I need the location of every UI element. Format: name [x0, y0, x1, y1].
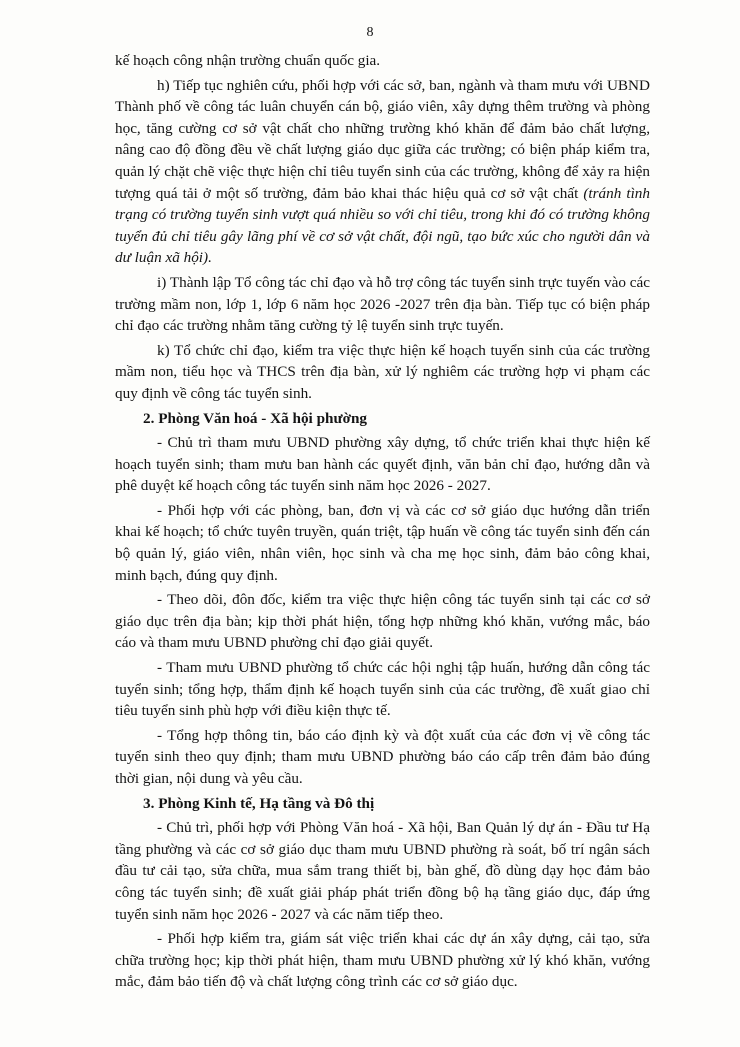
paragraph-i: i) Thành lập Tổ công tác chỉ đạo và hỗ trợ công tác tuyển sinh trực tuyến vào các trường mầm non, lớp 1, lớp 6 năm học 2026 -2027 trên địa bàn. Tiếp tục có biện pháp chỉ đạo các trường nhằm tăng cường tỷ lệ tuyển sinh trực tuyến. — [115, 273, 650, 335]
paragraph-h-text: h) Tiếp tục nghiên cứu, phối hợp với các sở, ban, ngành và tham mưu với UBND Thành phố về công tác luân chuyển cán bộ, giáo viên, xây dựng thêm trường và phòng học, tăng cường cơ sở vật chất cho những trường khó khăn để đảm bảo chất lượng, nâng cao độ đồng đều về chất lượng giáo dục giữa các trường; có biện pháp kiểm tra, quản lý chặt chẽ việc thực hiện chỉ tiêu tuyển sinh của các trường, không để xảy ra hiện tượng quá tải ở một số trường, đảm bảo khai thác hiệu quả cơ sở vật chất — [115, 76, 650, 202]
section-2-item: - Phối hợp với các phòng, ban, đơn vị và các cơ sở giáo dục hướng dẫn triển khai kế hoạch; tổ chức tuyên truyền, quán triệt, tập huấn về công tác tuyển sinh đến cán bộ quản lý, giáo viên, nhân viên, học sinh và cha mẹ học sinh, đảm bảo công khai, minh bạch, đúng quy định. — [115, 501, 650, 584]
section-2-item: - Chủ trì tham mưu UBND phường xây dựng, tổ chức triển khai thực hiện kế hoạch tuyển sinh; tham mưu ban hành các quyết định, văn bản chỉ đạo, hướng dẫn và phê duyệt kế hoạch công tác tuyển sinh năm học 2026 - 2027. — [115, 434, 650, 495]
section-3-heading: 3. Phòng Kinh tế, Hạ tầng và Đô thị — [143, 794, 375, 812]
paragraph-h-italic: (tránh tình trạng có trường tuyển sinh vượt quá nhiều so với chỉ tiêu, trong khi đó có trường không tuyển đủ chỉ tiêu gây lãng phí về cơ sở vật chất, đội ngũ, tạo bức xúc cho người dân và dư luận xã hội). — [115, 184, 650, 267]
section-3-item: - Chủ trì, phối hợp với Phòng Văn hoá - Xã hội, Ban Quản lý dự án - Đầu tư Hạ tầng phường và các cơ sở giáo dục tham mưu UBND phường rà soát, bố trí ngân sách đầu tư cải tạo, sửa chữa, mua sắm trang thiết bị, bàn ghế, đồ dùng dạy học đảm bảo công tác tuyển sinh; đề xuất giải pháp phát triển đồng bộ hạ tầng giáo dục, đáp ứng tuyển sinh năm học 2026 - 2027 và các năm tiếp theo. — [115, 819, 650, 923]
paragraph-h — [115, 75, 650, 269]
paragraph-continuation: kế hoạch công nhận trường chuẩn quốc gia. — [115, 52, 381, 69]
section-2-item: - Tham mưu UBND phường tổ chức các hội nghị tập huấn, hướng dẫn công tác tuyển sinh; tổng hợp, thẩm định kế hoạch tuyển sinh của các trường, đề xuất giao chỉ tiêu tuyển sinh phù hợp với điều kiện thực tế. — [115, 659, 650, 720]
section-3-item: - Phối hợp kiểm tra, giám sát việc triển khai các dự án xây dựng, cải tạo, sửa chữa trường học; kịp thời phát hiện, tham mưu UBND phường xử lý khó khăn, vướng mắc, đảm bảo tiến độ và chất lượng công trình các cơ sở giáo dục. — [115, 930, 650, 991]
section-2-item: - Theo dõi, đôn đốc, kiểm tra việc thực hiện công tác tuyển sinh tại các cơ sở giáo dục trên địa bàn; kịp thời phát hiện, tổng hợp những khó khăn, vướng mắc, báo cáo và tham mưu UBND phường chỉ đạo giải quyết. — [115, 591, 650, 652]
page-number: 8 — [366, 25, 374, 40]
section-2-heading: 2. Phòng Văn hoá - Xã hội phường — [143, 409, 368, 427]
document-body — [115, 50, 650, 993]
section-2-item: - Tổng hợp thông tin, báo cáo định kỳ và đột xuất của các đơn vị về công tác tuyển sinh theo quy định; tham mưu UBND phường báo cáo cấp trên đảm bảo đúng thời gian, nội dung và yêu cầu. — [115, 726, 650, 787]
paragraph-k: k) Tổ chức chỉ đạo, kiểm tra việc thực hiện kế hoạch tuyển sinh của các trường mầm non, tiểu học và THCS trên địa bàn, xử lý nghiêm các trường hợp vi phạm các quy định về công tác tuyển sinh. — [115, 341, 650, 402]
